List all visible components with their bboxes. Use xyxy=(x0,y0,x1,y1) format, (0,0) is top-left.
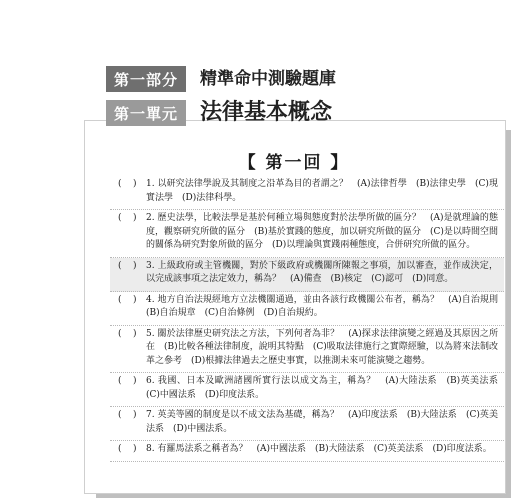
answer-blank: ( ) xyxy=(118,179,137,189)
question-text: 5. 關於法律歷史研究法之方法，下列何者為非？ (A)探求法律演變之經過及其原因之所在 (B)比較各種法律制度，說明其特點 (C)吸取法律施行之實際經驗，以為將來法制改革之參考 (D)根據法律過去之歷史事實，以推測未來可能演變之趨勢。 xyxy=(146,328,498,366)
question-item xyxy=(110,373,508,407)
part-title: 精準命中測驗題庫 xyxy=(200,69,336,89)
question-item xyxy=(110,441,504,462)
question-text: 3. 上級政府或主管機關，對於下級政府或機關所陳報之事項，加以審查，並作成決定，以完成該事項之法定效力，稱為？ (A)備查 (B)核定 (C)認可 (D)同意。 xyxy=(146,260,498,284)
question-list xyxy=(110,176,508,462)
question-text: 1. 以研究法律學說及其制度之沿革為目的者謂之？ (A)法律哲學 (B)法律史學 (C)現實法學 (D)法律科學。 xyxy=(146,179,498,203)
answer-blank: ( ) xyxy=(118,213,137,223)
question-item xyxy=(110,176,504,210)
answer-blank: ( ) xyxy=(118,260,137,271)
answer-blank: ( ) xyxy=(118,410,137,420)
part-label: 第一部分 xyxy=(106,66,186,92)
question-text: 7. 英美等國的制度是以不成文法為基礎，稱為？ (A)印度法系 (B)大陸法系 (C)英美法系 (D)中國法系。 xyxy=(146,410,498,434)
unit-label: 第一單元 xyxy=(106,100,186,126)
question-text: 6. 我國、日本及歐洲諸國所實行法以成文為主，稱為？ (A)大陸法系 (B)英美法系 (C)中國法系 (D)印度法系。 xyxy=(146,376,508,400)
answer-blank: ( ) xyxy=(118,376,137,386)
answer-blank: ( ) xyxy=(118,328,137,339)
unit-title: 法律基本概念 xyxy=(200,100,333,125)
answer-blank: ( ) xyxy=(118,294,137,305)
answer-blank: ( ) xyxy=(118,444,137,454)
question-item xyxy=(110,326,504,374)
question-text: 4. 地方自治法規經地方立法機關通過，並由各該行政機關公布者，稱為？ (A)自治規則 (B)自治規章 (C)自治條例 (D)自治規約。 xyxy=(146,294,508,318)
question-text: 2. 歷史法學，比較法學是基於何種立場與態度對於法學所做的區分？ (A)是就理論的態度，觀察研究所做的區分 (B)基於實踐的態度，加以研究所做的區分 (C)是以時間空間的關係為研究對象所做的區分 (D)以理論與實踐兩種態度，合併研究所做的區分。 xyxy=(146,213,498,250)
question-text: 8. 有羅馬法系之稱者為？ (A)中國法系 (B)大陸法系 (C)英美法系 (D)印度法系。 xyxy=(146,444,492,454)
question-item xyxy=(110,210,504,258)
question-item xyxy=(110,292,508,326)
round-title: 【 第一回 】 xyxy=(238,153,350,173)
question-item xyxy=(110,258,504,292)
question-item xyxy=(110,407,504,441)
